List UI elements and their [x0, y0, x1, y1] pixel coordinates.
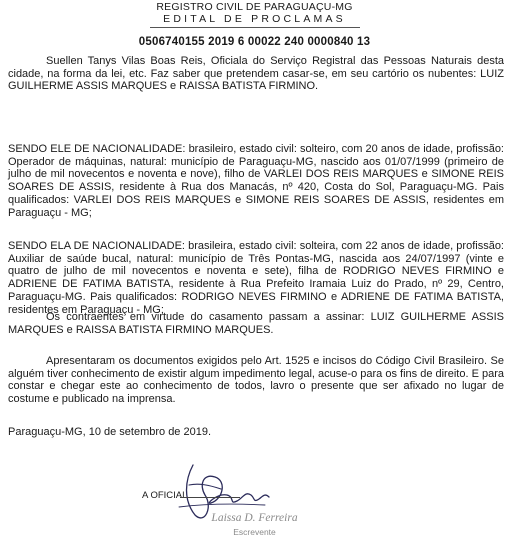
intro-names: LUIZ GUILHERME ASSIS MARQUES e RAISSA BATISTA FIRMINO.	[8, 67, 504, 93]
edital-title: EDITAL DE PROCLAMAS	[163, 13, 346, 25]
bride-paragraph: SENDO ELA DE NACIONALIDADE: brasileira, estado civil: solteira, com 22 anos de idade, profissão: Auxiliar de saúde bucal, natural: município de Três Pontas-MG, nascida aos 24/07/1997 (vinte e quatro de julho de mil novecentos e noventa e sete), filha de RODRIGO NEVES FIRMINO e ADRIENE DE FATIMA BATISTA, residente à Rua Prefeito Iramaia Luiz do Prado, nº 29, Centro, Paraguaçu-MG. Pais qualificados: RODRIGO NEVES FIRMINO e ADRIENE DE FATIMA BATISTA, residentes em Paraguaçu - MG;	[8, 240, 504, 316]
groom-paragraph: SENDO ELE DE NACIONALIDADE: brasileiro, estado civil: solteiro, com 20 anos de idade, profissão: Operador de máquinas, natural: município de Paraguaçu-MG, nascido aos 01/07/1999 (primeiro de julho de mil novecentos e noventa e nove), filho de VARLEI DOS REIS MARQUES e SIMONE REIS SOARES DE ASSIS, residente à Rua dos Manacás, nº 420, Costa do Sol, Paraguaçu-MG. Pais qualificados: VARLEI DOS REIS MARQUES e SIMONE REIS SOARES DE ASSIS, residentes em Paraguaçu - MG;	[8, 143, 504, 219]
header-divider	[150, 27, 360, 28]
stamp-name: Laissa D. Ferreira	[211, 512, 298, 524]
registry-title: REGISTRO CIVIL DE PARAGUAÇU-MG	[156, 1, 353, 13]
oficial-label: A OFICIAL	[142, 490, 188, 501]
date-line: Paraguaçu-MG, 10 de setembro de 2019.	[8, 426, 212, 438]
signature-names-paragraph: Os contraentes em virtude do casamento passam a assinar: LUIZ GUILHERME ASSIS MARQUES e RAISSA BATISTA FIRMINO MARQUES.	[8, 311, 504, 336]
closing-paragraph: Apresentaram os documentos exigidos pelo Art. 1525 e incisos do Código Civil Brasileiro. Se alguém tiver conhecimento de existir algum impedimento legal, acuse-o para os fins de direito. E para constar e chegar este ao conhecimento de todos, lavro o presente que ser afixado no lugar de costume e publicado na imprensa.	[8, 355, 504, 406]
signature-line	[180, 497, 240, 498]
intro-paragraph	[8, 55, 504, 93]
intro-text: Suellen Tanys Vilas Boas Reis, Oficiala do Serviço Registral das Pessoas Naturais desta cidade, na forma da lei, etc. Faz saber que pretendem casar-se, em seu cartório os nubentes:	[8, 55, 504, 80]
stamp-role: Escrevente	[233, 527, 276, 537]
registry-code: 0506740155 2019 6 00022 240 0000840 13	[138, 36, 371, 48]
